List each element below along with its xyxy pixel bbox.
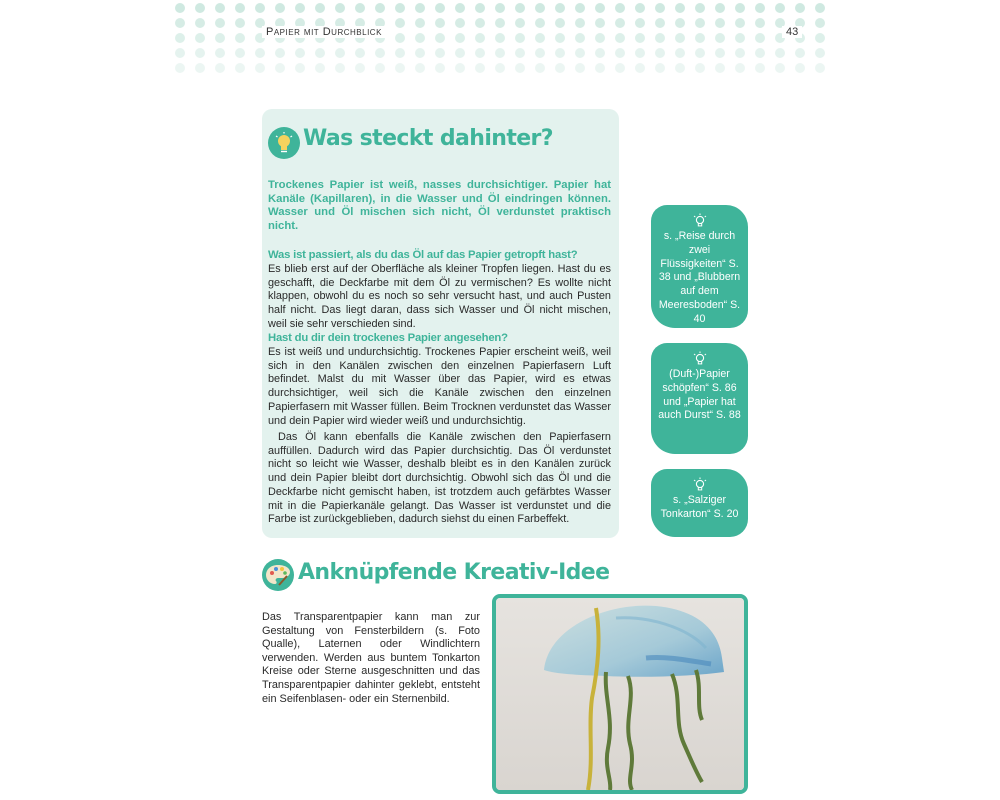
- decor-dot: [355, 3, 365, 13]
- decor-dot: [815, 18, 825, 28]
- decor-dot: [455, 48, 465, 58]
- decor-dot: [355, 48, 365, 58]
- jellyfish-photo: [492, 594, 748, 794]
- decor-dot: [535, 33, 545, 43]
- decor-dot: [275, 63, 285, 73]
- decor-dot: [195, 18, 205, 28]
- decor-dot: [455, 33, 465, 43]
- decor-dot: [635, 33, 645, 43]
- decor-dot: [295, 63, 305, 73]
- decor-dot: [255, 3, 265, 13]
- decor-dot: [715, 63, 725, 73]
- decor-dot: [695, 48, 705, 58]
- decor-dot: [755, 63, 765, 73]
- decor-dot: [655, 18, 665, 28]
- decor-dot: [795, 63, 805, 73]
- decor-dot: [515, 63, 525, 73]
- decor-dot: [495, 33, 505, 43]
- decor-dot: [595, 18, 605, 28]
- decor-dot: [195, 63, 205, 73]
- section-title-creative: Anknüpfende Kreativ-Idee: [298, 560, 610, 585]
- decor-dot: [235, 63, 245, 73]
- decor-dot: [515, 18, 525, 28]
- decor-dot: [675, 48, 685, 58]
- decor-dot: [215, 63, 225, 73]
- decor-dot: [395, 48, 405, 58]
- answer-1: Es blieb erst auf der Oberfläche als kleiner Tropfen liegen. Hast du es geschafft, die Deckfarbe mit dem Öl zu vermischen? Es wollte nicht klappen, obwohl du es noch so sehr versucht hast, und auch Pusten half nicht. Das liegt daran, dass sich Wasser und Öl nicht mischen, weil sie sehr verschieden sind.: [268, 263, 611, 330]
- section-title-explanation: Was steckt dahinter?: [303, 126, 553, 151]
- decor-dot: [475, 3, 485, 13]
- decor-dot: [435, 63, 445, 73]
- decor-dot: [515, 48, 525, 58]
- decor-dot: [235, 33, 245, 43]
- answer-2: Es ist weiß und undurchsichtig. Trockenes Papier erscheint weiß, weil sich in den Kanälen zwischen den einzelnen Papierfasern Luft befindet. Malst du mit Wasser über das Papier, wird es etwas durchsichtiger, weil sich die Kanäle zwischen den einzelnen Papierfasern mit Wasser füllen. Beim Trocknen verdunstet das Wasser und dein Papier wird wieder weiß und undurchsichtig.: [268, 346, 611, 427]
- cross-reference-note: [651, 469, 748, 537]
- decor-dot: [595, 33, 605, 43]
- lightbulb-icon: [268, 127, 300, 159]
- decor-dot: [435, 18, 445, 28]
- decor-dot: [515, 3, 525, 13]
- decor-dot: [195, 33, 205, 43]
- decor-dot: [295, 48, 305, 58]
- decor-dot: [655, 3, 665, 13]
- decor-dot: [215, 18, 225, 28]
- decor-dot: [375, 63, 385, 73]
- decor-dot: [435, 3, 445, 13]
- lightbulb-icon: [693, 477, 707, 493]
- decor-dot: [635, 48, 645, 58]
- decor-dot: [575, 33, 585, 43]
- note-text: (Duft-)Papier schöpfen“ S. 86 und „Papier hat auch Durst“ S. 88: [658, 368, 741, 422]
- decor-dot: [615, 63, 625, 73]
- decor-dot: [255, 48, 265, 58]
- decor-dot: [215, 3, 225, 13]
- lightbulb-icon: [693, 213, 707, 229]
- decor-dot: [495, 63, 505, 73]
- decor-dot: [355, 63, 365, 73]
- decor-dot: [495, 18, 505, 28]
- decor-dot: [475, 18, 485, 28]
- question-1: Was ist passiert, als du das Öl auf das Papier getropft hast?: [268, 249, 578, 261]
- decor-dot: [195, 48, 205, 58]
- decor-dot: [475, 63, 485, 73]
- decor-dot: [655, 48, 665, 58]
- decor-dot: [435, 48, 445, 58]
- decor-dot: [495, 3, 505, 13]
- decor-dot: [735, 63, 745, 73]
- decor-dot: [535, 48, 545, 58]
- decor-dot: [615, 33, 625, 43]
- decor-dot: [535, 3, 545, 13]
- palette-icon: [262, 559, 294, 591]
- decor-dot: [555, 18, 565, 28]
- decor-dot: [635, 3, 645, 13]
- decor-dot: [175, 33, 185, 43]
- running-title: Papier mit Durchblick: [262, 26, 386, 38]
- decor-dot: [395, 18, 405, 28]
- answer-3: Das Öl kann ebenfalls die Kanäle zwischen den Papierfasern auffüllen. Dadurch wird das Papier durchsichtig. Das Öl verdunstet nicht so leicht wie Wasser, deshalb bleibt es in den Kanälen zurück und dein Papier bleibt dort durchsichtig. Obwohl sich das Öl und die Deckfarbe nicht gemischt haben, ist trotzdem auch gefärbtes Wasser mit in die Papierkanäle gelangt. Das Wasser ist verdunstet und die Farbe ist zurückgeblieben, dadurch siehst du einen Farbeffekt.: [268, 431, 611, 526]
- decor-dot: [735, 18, 745, 28]
- decor-dot: [675, 3, 685, 13]
- decor-dot: [175, 3, 185, 13]
- decor-dot: [175, 18, 185, 28]
- decor-dot: [235, 48, 245, 58]
- decor-dot: [495, 48, 505, 58]
- decor-dot: [695, 18, 705, 28]
- decor-dot: [395, 33, 405, 43]
- decor-dot: [335, 48, 345, 58]
- decor-dot: [775, 63, 785, 73]
- decor-dot: [575, 18, 585, 28]
- decor-dot: [575, 48, 585, 58]
- creative-text: Das Transparentpapier kann man zur Gestaltung von Fensterbildern (s. Foto Qualle), Laternen oder Windlichtern verwenden. Werden aus buntem Tonkarton Kreise oder Sterne ausgeschnitten und das Transparentpapier dahinter geklebt, entsteht ein Seifenblasen- oder ein Sternenbild.: [262, 611, 480, 705]
- decor-dot: [455, 3, 465, 13]
- decor-dot: [395, 3, 405, 13]
- decor-dot: [455, 18, 465, 28]
- decor-dot: [295, 3, 305, 13]
- decor-dot: [815, 48, 825, 58]
- header-dot-pattern: [172, 0, 832, 80]
- decor-dot: [175, 48, 185, 58]
- decor-dot: [435, 33, 445, 43]
- decor-dot: [335, 3, 345, 13]
- decor-dot: [275, 3, 285, 13]
- decor-dot: [455, 63, 465, 73]
- decor-dot: [195, 3, 205, 13]
- decor-dot: [215, 48, 225, 58]
- decor-dot: [795, 3, 805, 13]
- decor-dot: [775, 48, 785, 58]
- decor-dot: [675, 33, 685, 43]
- decor-dot: [575, 3, 585, 13]
- decor-dot: [795, 48, 805, 58]
- decor-dot: [815, 33, 825, 43]
- decor-dot: [655, 33, 665, 43]
- decor-dot: [415, 33, 425, 43]
- decor-dot: [415, 63, 425, 73]
- decor-dot: [695, 63, 705, 73]
- decor-dot: [615, 18, 625, 28]
- question-2: Hast du dir dein trockenes Papier angesehen?: [268, 332, 508, 344]
- decor-dot: [555, 33, 565, 43]
- decor-dot: [375, 3, 385, 13]
- decor-dot: [775, 3, 785, 13]
- decor-dot: [175, 63, 185, 73]
- decor-dot: [815, 3, 825, 13]
- decor-dot: [555, 63, 565, 73]
- decor-dot: [515, 33, 525, 43]
- note-text: s. „Salziger Tonkarton“ S. 20: [660, 494, 739, 520]
- decor-dot: [395, 63, 405, 73]
- decor-dot: [315, 3, 325, 13]
- decor-dot: [215, 33, 225, 43]
- decor-dot: [275, 48, 285, 58]
- decor-dot: [415, 48, 425, 58]
- page-number: 43: [782, 26, 802, 38]
- decor-dot: [675, 63, 685, 73]
- decor-dot: [695, 3, 705, 13]
- note-text: s. „Reise durch zwei Flüssigkeiten“ S. 38 und „Blubbern auf dem Meeresboden“ S. 40: [658, 230, 741, 325]
- decor-dot: [595, 48, 605, 58]
- decor-dot: [635, 63, 645, 73]
- decor-dot: [235, 18, 245, 28]
- decor-dot: [715, 33, 725, 43]
- decor-dot: [615, 3, 625, 13]
- decor-dot: [635, 18, 645, 28]
- decor-dot: [815, 63, 825, 73]
- decor-dot: [575, 63, 585, 73]
- decor-dot: [735, 33, 745, 43]
- decor-dot: [655, 63, 665, 73]
- decor-dot: [715, 3, 725, 13]
- decor-dot: [415, 18, 425, 28]
- decor-dot: [415, 3, 425, 13]
- decor-dot: [735, 48, 745, 58]
- decor-dot: [235, 3, 245, 13]
- decor-dot: [555, 3, 565, 13]
- decor-dot: [475, 33, 485, 43]
- decor-dot: [255, 63, 265, 73]
- decor-dot: [735, 3, 745, 13]
- decor-dot: [675, 18, 685, 28]
- decor-dot: [535, 63, 545, 73]
- decor-dot: [315, 48, 325, 58]
- decor-dot: [715, 48, 725, 58]
- decor-dot: [755, 3, 765, 13]
- lightbulb-icon: [693, 351, 707, 367]
- decor-dot: [755, 18, 765, 28]
- decor-dot: [755, 33, 765, 43]
- decor-dot: [535, 18, 545, 28]
- decor-dot: [555, 48, 565, 58]
- decor-dot: [315, 63, 325, 73]
- explanation-lead: Trockenes Papier ist weiß, nasses durchsichtiger. Papier hat Kanäle (Kapillaren), in die Wasser und Öl eindringen können. Wasser und Öl mischen sich nicht, Öl verdunstet praktisch nicht.: [268, 179, 611, 232]
- decor-dot: [615, 48, 625, 58]
- decor-dot: [595, 63, 605, 73]
- cross-reference-note: [651, 205, 748, 328]
- decor-dot: [755, 48, 765, 58]
- decor-dot: [335, 63, 345, 73]
- decor-dot: [715, 18, 725, 28]
- cross-reference-note: [651, 343, 748, 454]
- decor-dot: [475, 48, 485, 58]
- decor-dot: [695, 33, 705, 43]
- decor-dot: [375, 48, 385, 58]
- decor-dot: [595, 3, 605, 13]
